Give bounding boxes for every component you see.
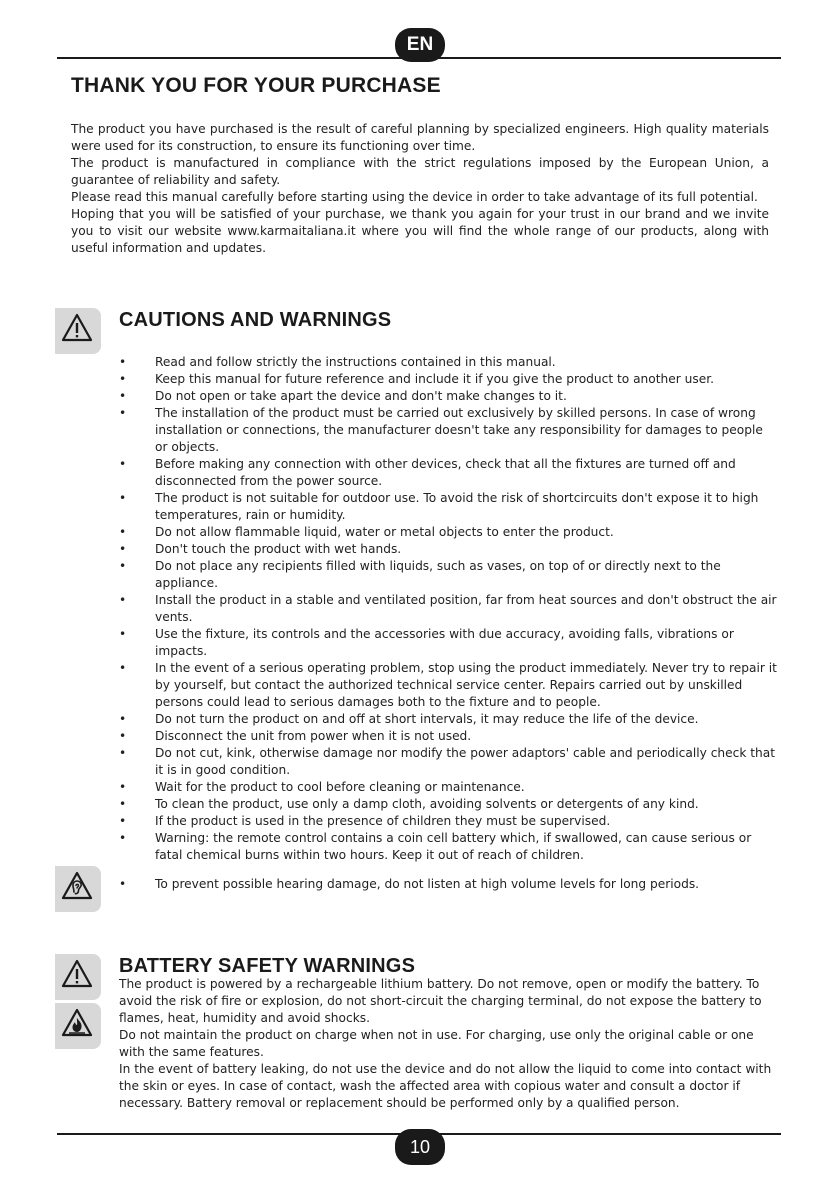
list-item: • Do not turn the product on and off at short intervals, it may reduce the life of the device.	[117, 711, 777, 728]
list-item: • Do not cut, kink, otherwise damage nor modify the power adaptors' cable and periodically check that it is in good condition.	[117, 745, 777, 779]
language-badge: EN	[395, 28, 445, 62]
thanks-paragraph: Hoping that you will be satisfied of your purchase, we thank you again for your trust in our brand and we invite you to visit our website www.karmaitaliana.it where you will find the whole range of our products, along with useful information and updates.	[71, 207, 769, 255]
cautions-title: CAUTIONS AND WARNINGS	[119, 309, 392, 331]
cautions-warning-tab	[55, 308, 101, 354]
thanks-paragraph: Please read this manual carefully before starting using the device in order to take advantage of its full potential.	[71, 190, 758, 204]
list-item: • Don't touch the product with wet hands.	[117, 541, 777, 558]
cautions-list	[117, 354, 777, 864]
list-item: • Do not allow flammable liquid, water or metal objects to enter the product.	[117, 524, 777, 541]
list-item: • The installation of the product must be carried out exclusively by skilled persons. In case of wrong installation or connections, the manufacturer doesn't take any responsibility for damages to people or objects.	[117, 405, 777, 456]
list-item: • Wait for the product to cool before cleaning or maintenance.	[117, 779, 777, 796]
list-item: • To clean the product, use only a damp cloth, avoiding solvents or detergents of any kind.	[117, 796, 777, 813]
list-item: • Install the product in a stable and ventilated position, far from heat sources and don't obstruct the air vents.	[117, 592, 777, 626]
warning-icon	[60, 958, 94, 990]
hearing-list	[117, 876, 777, 893]
thanks-paragraph: The product you have purchased is the result of careful planning by specialized engineers. High quality materials were used for its construction, to ensure its functioning over time.	[71, 122, 769, 153]
list-item: • Before making any connection with other devices, check that all the fixtures are turned off and disconnected from the power source.	[117, 456, 777, 490]
battery-paragraph: The product is powered by a rechargeable lithium battery. Do not remove, open or modify the battery. To avoid the risk of fire or explosion, do not short-circuit the charging terminal, do not expose the battery to flames, heat, humidity and avoid shocks.	[119, 977, 762, 1025]
thanks-title: THANK YOU FOR YOUR PURCHASE	[71, 74, 441, 97]
battery-paragraph: Do not maintain the product on charge when not in use. For charging, use only the original cable or one with the same features.	[119, 1028, 754, 1059]
list-item: • Do not place any recipients filled with liquids, such as vases, on top of or directly next to the appliance.	[117, 558, 777, 592]
fire-icon	[60, 1007, 94, 1039]
thanks-paragraph: The product is manufactured in compliance with the strict regulations imposed by the European Union, a guarantee of reliability and safety.	[71, 156, 769, 187]
battery-fire-tab	[55, 1003, 101, 1049]
hearing-icon	[60, 870, 94, 902]
list-item: • To prevent possible hearing damage, do not listen at high volume levels for long periods.	[117, 876, 777, 893]
battery-body	[119, 976, 779, 1112]
list-item: • Do not open or take apart the device and don't make changes to it.	[117, 388, 777, 405]
list-item: • Use the fixture, its controls and the accessories with due accuracy, avoiding falls, vibrations or impacts.	[117, 626, 777, 660]
warning-icon	[60, 312, 94, 344]
list-item: • If the product is used in the presence of children they must be supervised.	[117, 813, 777, 830]
list-item: • Disconnect the unit from power when it is not used.	[117, 728, 777, 745]
battery-warning-tab	[55, 954, 101, 1000]
thanks-body	[71, 121, 769, 257]
list-item: • In the event of a serious operating problem, stop using the product immediately. Never try to repair it by yourself, but contact the authorized technical service center. Repairs carried out by unskilled persons could lead to serious damages both to the fixture and to people.	[117, 660, 777, 711]
battery-title: BATTERY SAFETY WARNINGS	[119, 955, 416, 977]
hearing-tab	[55, 866, 101, 912]
list-item: • Warning: the remote control contains a coin cell battery which, if swallowed, can cause serious or fatal chemical burns within two hours. Keep it out of reach of children.	[117, 830, 777, 864]
list-item: • Read and follow strictly the instructions contained in this manual.	[117, 354, 777, 371]
list-item: • Keep this manual for future reference and include it if you give the product to another user.	[117, 371, 777, 388]
list-item: • The product is not suitable for outdoor use. To avoid the risk of shortcircuits don't expose it to high temperatures, rain or humidity.	[117, 490, 777, 524]
page-number: 10	[395, 1129, 445, 1165]
battery-paragraph: In the event of battery leaking, do not use the device and do not allow the liquid to come into contact with the skin or eyes. In case of contact, wash the affected area with copious water and consult a doctor if necessary. Battery removal or replacement should be performed only by a qualified person.	[119, 1062, 772, 1110]
